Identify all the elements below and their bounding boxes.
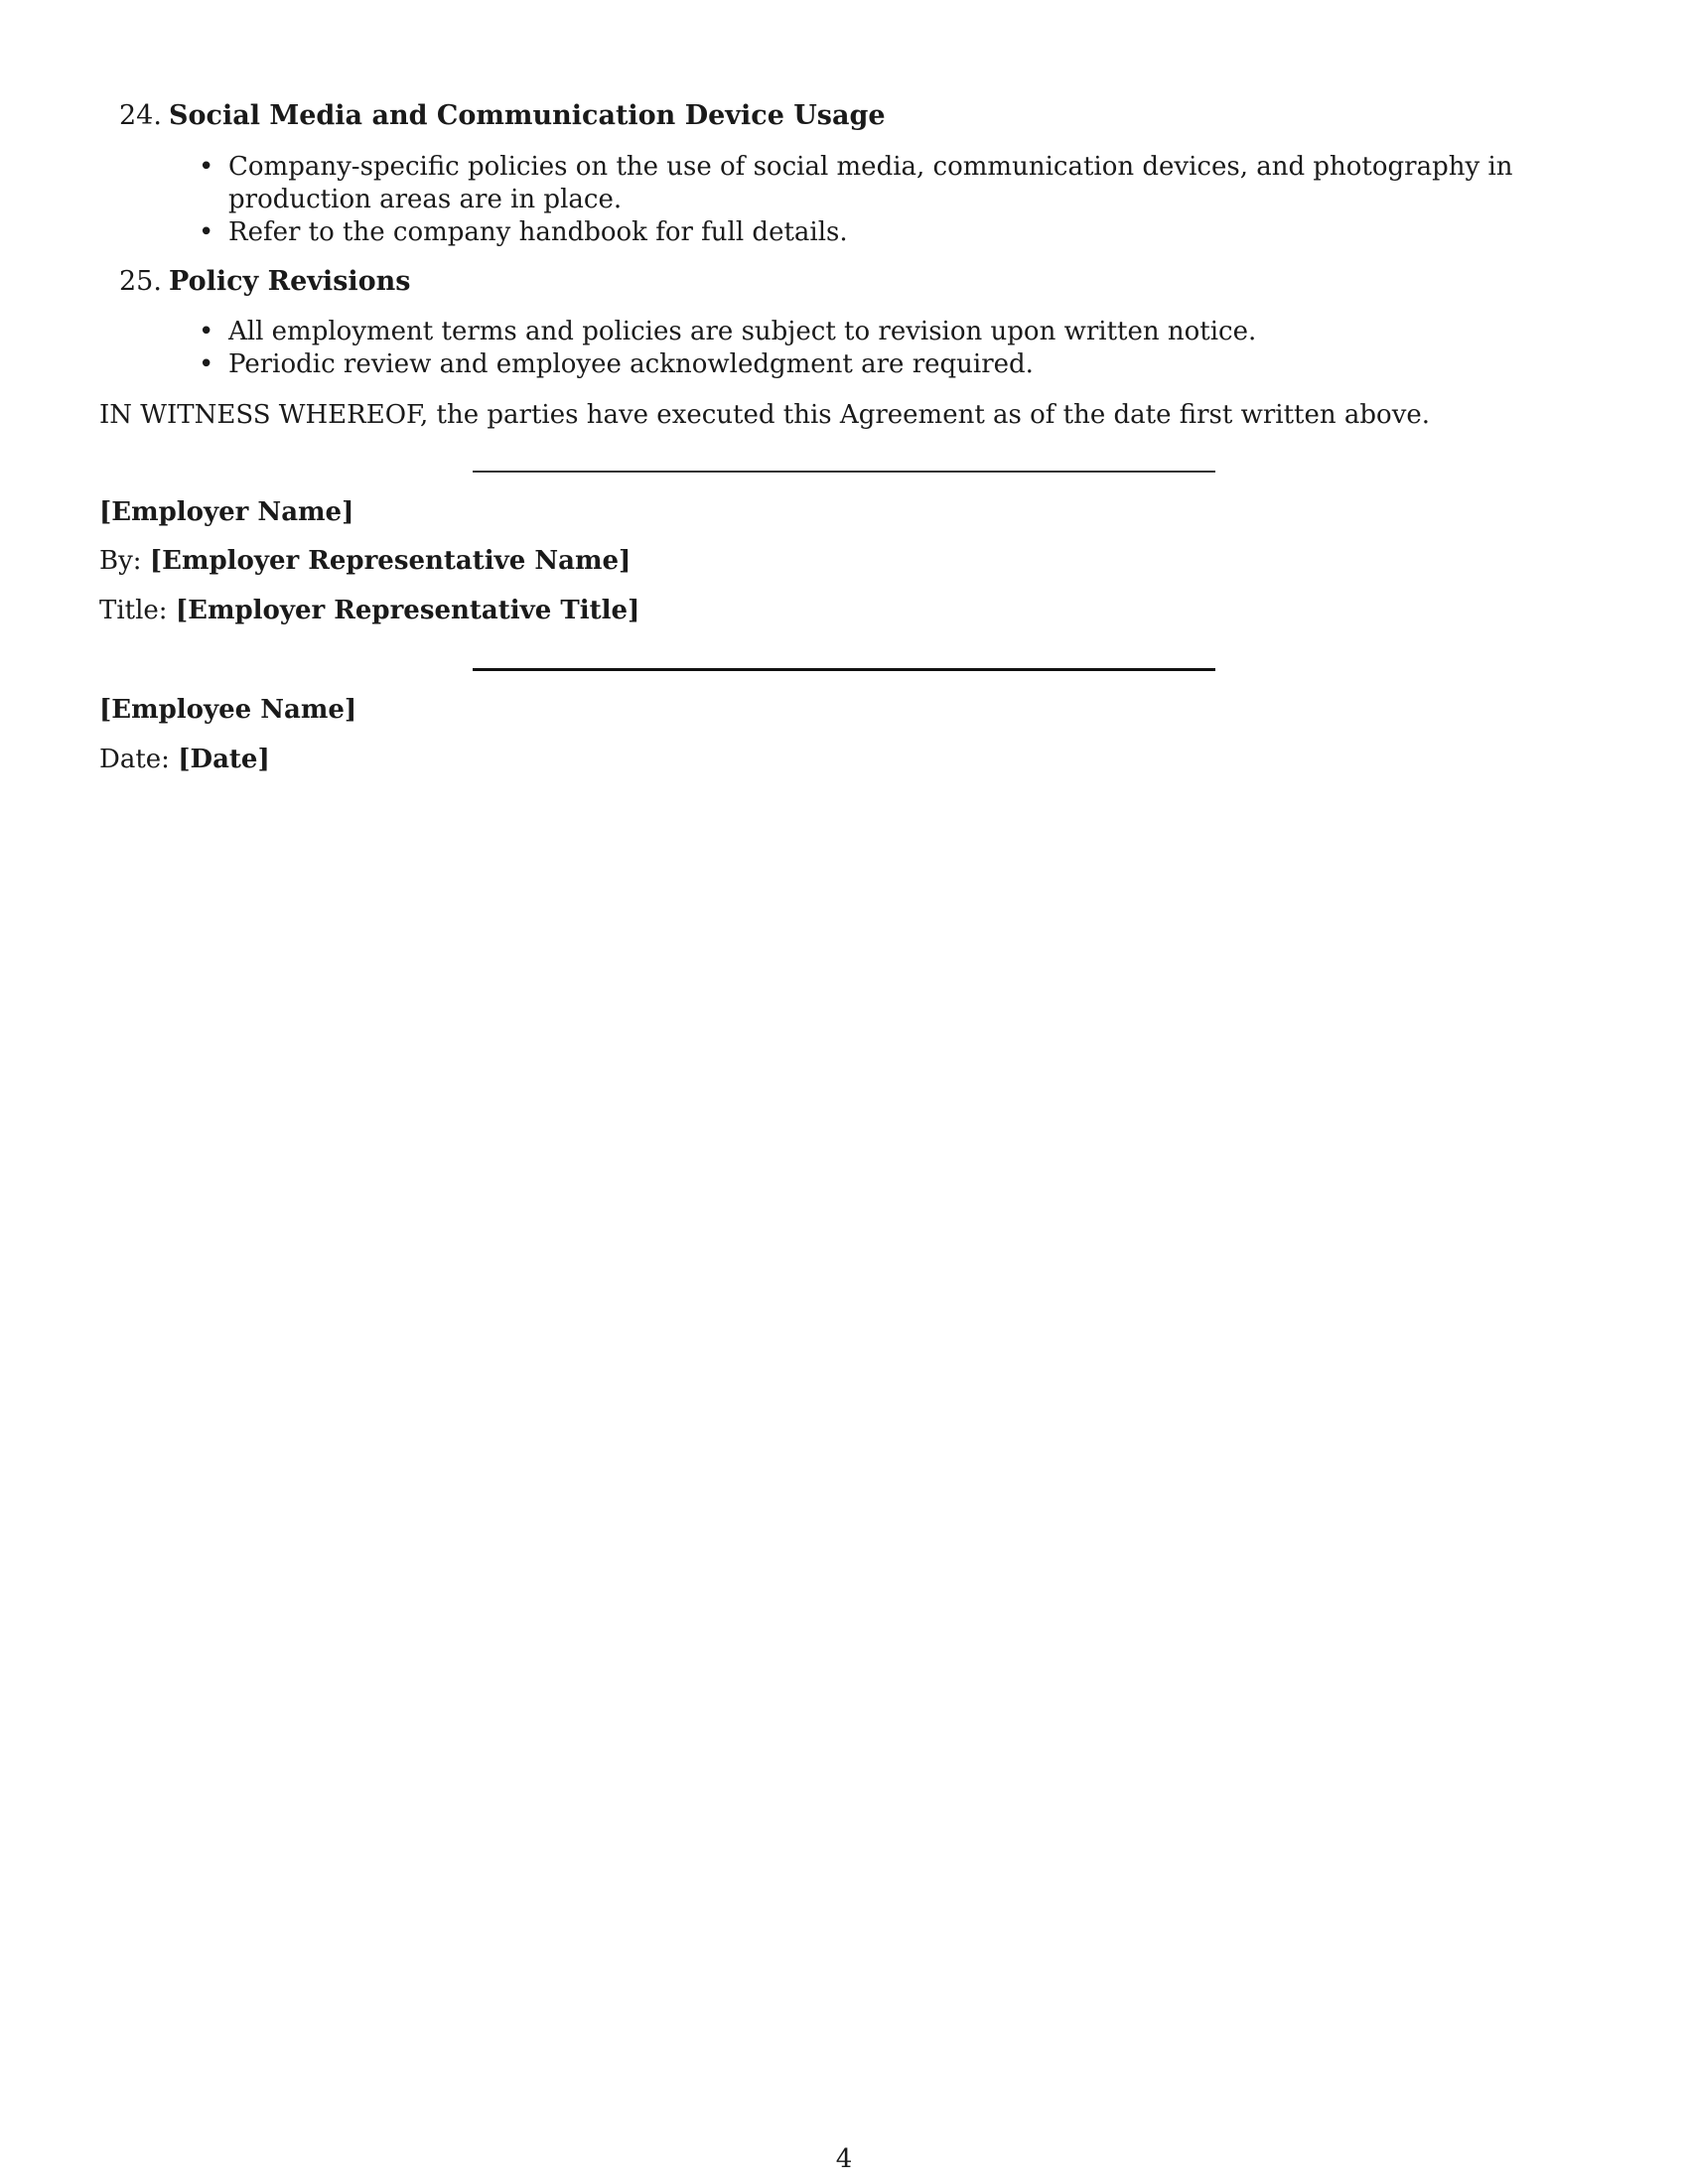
section-25-bullet-list (199, 316, 1599, 381)
date-label: Date: (99, 745, 170, 774)
bullet-text: All employment terms and policies are subject to revision upon written notice. (228, 317, 1257, 346)
section-title: Social Media and Communication Device Usage (169, 100, 886, 131)
section-heading-25 (119, 265, 411, 299)
employee-date (99, 743, 270, 776)
bullet-icon: • (199, 152, 214, 182)
title-label: Title: (99, 596, 168, 625)
list-item (199, 348, 1599, 381)
by-label: By: (99, 546, 142, 576)
bullet-text: Company-specific policies on the use of social media, communication devices, and photography in production areas are in place. (228, 152, 1513, 214)
employer-signature-line (473, 471, 1215, 473)
section-heading-24 (119, 99, 886, 133)
employee-name: [Employee Name] (99, 695, 357, 725)
employer-representative-title-value: [Employer Representative Title] (175, 596, 640, 625)
section-24-bullet-list (199, 151, 1599, 249)
list-item (199, 316, 1599, 348)
section-number: 25. (119, 266, 162, 297)
bullet-text: Periodic review and employee acknowledgment are required. (228, 349, 1034, 379)
date-value: [Date] (178, 745, 270, 774)
section-title: Policy Revisions (169, 266, 411, 297)
bullet-icon: • (199, 217, 214, 247)
employer-name: [Employer Name] (99, 497, 354, 527)
employer-representative-title (99, 594, 639, 627)
employer-representative (99, 544, 631, 578)
bullet-icon: • (199, 349, 214, 379)
employer-representative-name: [Employer Representative Name] (149, 546, 632, 576)
bullet-text: Refer to the company handbook for full details. (228, 217, 848, 247)
witness-clause: IN WITNESS WHEREOF, the parties have executed this Agreement as of the date first written above. (99, 400, 1431, 430)
list-item (199, 151, 1599, 216)
page-number: 4 (835, 2144, 853, 2174)
list-item (199, 216, 1599, 249)
employee-signature-line (473, 668, 1215, 671)
section-number: 24. (119, 100, 162, 131)
bullet-icon: • (199, 317, 214, 346)
